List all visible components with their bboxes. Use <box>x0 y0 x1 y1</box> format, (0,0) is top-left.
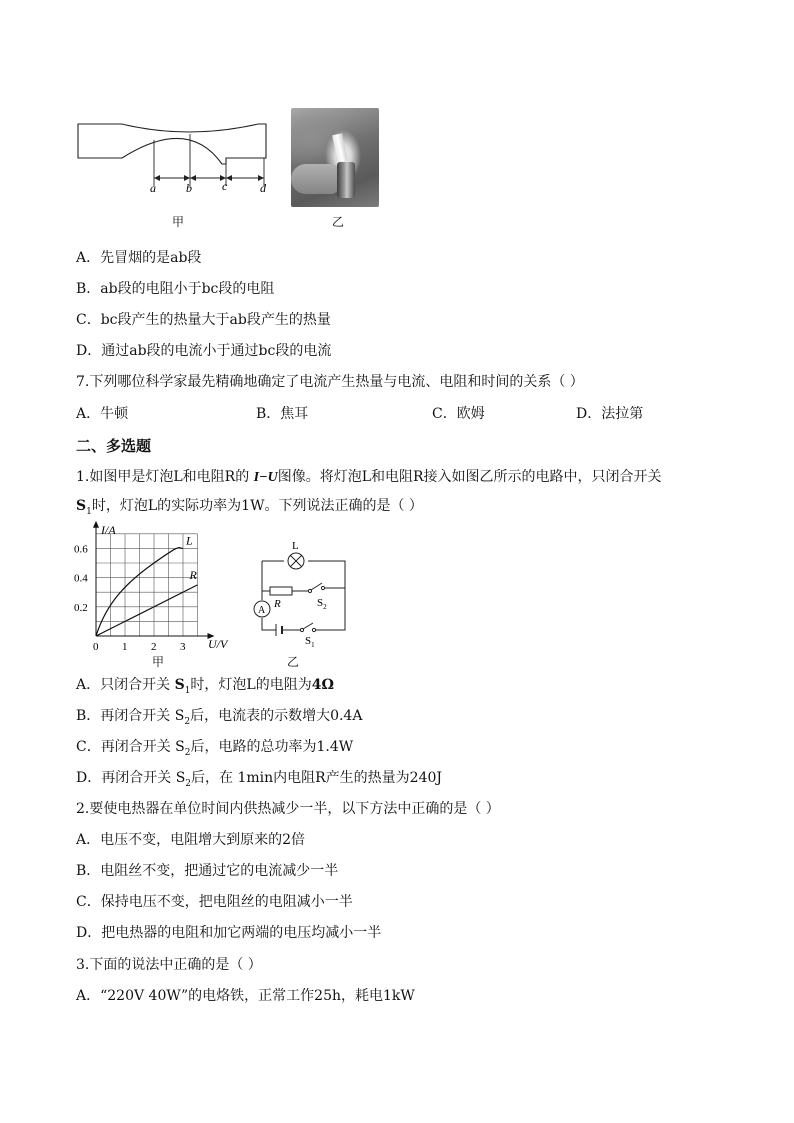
y-axis-arrow <box>93 521 99 528</box>
m1-option-a-tail: 4Ω <box>311 677 334 693</box>
segment-markers <box>154 134 264 186</box>
m1-option-b-post: 后，电流表的示数增大0.4A <box>190 708 363 724</box>
graph-ylabel: I/A <box>101 523 116 537</box>
wire-figure <box>70 110 280 200</box>
m1-option-c-s: S <box>175 739 185 755</box>
m1-option-a-pre: A．只闭合开关 <box>76 677 175 693</box>
m1-option-a <box>76 675 334 701</box>
m3-option-a: A．“220V 40W”的电烙铁，正常工作25h，耗电1kW <box>76 988 415 1004</box>
m2-option-c: C．保持电压不变，把电阻丝的电阻减小一半 <box>76 894 353 910</box>
m1-option-b-pre: B．再闭合开关 <box>76 708 175 724</box>
x-tick-label: 3 <box>180 641 186 653</box>
graph-xlabel: U/V <box>208 637 228 651</box>
m1-option-c <box>76 737 353 763</box>
series-R-line <box>96 585 198 636</box>
q6-option-a: A．先冒烟的是ab段 <box>76 250 202 266</box>
graph-caption: 甲 <box>152 655 165 669</box>
m2-stem: 2.要使电热器在单位时间内供热减少一半，以下方法中正确的是（ ） <box>76 801 500 817</box>
q7-option-d: D．法拉第 <box>576 406 644 422</box>
point-label-b: b <box>186 181 192 195</box>
x-tick-label: 0 <box>93 641 99 653</box>
m1-stem-part-a: 1.如图甲是灯泡L和电阻R的 <box>76 469 254 485</box>
y-tick-label: 0.2 <box>74 601 88 614</box>
graph-grid <box>96 534 198 636</box>
switch-s2-symbol <box>308 583 324 593</box>
m1-option-b-sub: 2 <box>184 716 191 727</box>
m1-option-a-s: S <box>174 677 185 693</box>
figure-caption-yi: 乙 <box>332 215 345 229</box>
m2-option-d: D．把电热器的电阻和加它两端的电压均减小一半 <box>76 925 382 941</box>
x-tick-label: 2 <box>151 641 157 653</box>
m1-option-d-tail: 1min内电阻R产生的热量为240J <box>237 770 443 786</box>
m1-stem-line2 <box>76 496 423 522</box>
m1-option-d-sub: 2 <box>185 778 192 789</box>
point-label-d: d <box>260 181 266 195</box>
y-tick-label: 0.6 <box>74 543 88 556</box>
m1-option-b <box>76 706 362 732</box>
q6-option-b: B．ab段的电阻小于bc段的电阻 <box>76 281 275 297</box>
lamp-symbol <box>288 553 304 569</box>
q6-option-c: C．bc段产生的热量大于ab段产生的热量 <box>76 312 331 328</box>
iu-graph <box>72 520 242 670</box>
battery-symbol <box>276 624 282 636</box>
ammeter-label: A <box>258 605 266 616</box>
y-tick-label: 0.4 <box>74 572 88 585</box>
m1-option-c-pre: C．再闭合开关 <box>76 739 176 755</box>
circuit-caption: 乙 <box>287 655 300 669</box>
q7-option-b: B．焦耳 <box>256 406 309 422</box>
m2-option-b: B．电阻丝不变，把通过它的电流减少一半 <box>76 863 339 879</box>
m1-option-c-sub: 2 <box>184 747 191 758</box>
circuit-diagram <box>232 536 357 648</box>
series-R-label: R <box>189 567 197 582</box>
m1-stem-sub: 1 <box>86 506 92 517</box>
m1-option-d-s: S <box>175 770 186 786</box>
figure-caption-jia: 甲 <box>172 215 185 229</box>
m1-option-d-pre: D．再闭合开关 <box>76 770 176 786</box>
m1-stem-line1 <box>76 467 662 488</box>
series-L-label: L <box>186 533 193 548</box>
q7-stem: 7.下列哪位科学家最先精确地确定了电流产生热量与电流、电阻和时间的关系（ ） <box>76 374 584 390</box>
m1-option-b-s: S <box>174 708 185 724</box>
resistor-symbol <box>270 587 292 595</box>
wire-outline <box>78 124 266 164</box>
m1-option-a-post: 时，灯泡L的电阻为 <box>190 677 312 693</box>
lamp-label: L <box>292 540 299 552</box>
q7-option-a: A．牛顿 <box>76 406 129 422</box>
q6-option-d: D．通过ab段的电流小于通过bc段的电流 <box>76 343 332 359</box>
m1-stem-formula: I−U <box>253 470 278 485</box>
switch-s1-label: $S_1$ <box>305 635 315 648</box>
m1-option-a-sub: 1 <box>184 685 191 696</box>
switch-s1-symbol <box>300 623 315 632</box>
resistor-label: R <box>274 598 281 610</box>
m1-stem-rest: 时，灯泡L的实际功率为1W。下列说法正确的是（ ） <box>91 498 423 514</box>
m2-option-a: A．电压不变，电阻增大到原来的2倍 <box>76 832 306 848</box>
section-title: 二、多选题 <box>76 437 152 455</box>
foil-wrapper-photo <box>291 108 379 207</box>
x-tick-label: 1 <box>122 641 128 653</box>
q7-option-c: C．欧姆 <box>432 406 485 422</box>
ammeter-symbol <box>254 601 270 617</box>
graph-ticks <box>74 543 186 653</box>
m1-stem-s: S <box>76 498 87 514</box>
m1-option-d-post: 后，在 <box>191 770 238 786</box>
m3-stem: 3.下面的说法中正确的是（ ） <box>76 957 262 973</box>
point-label-a: a <box>150 181 156 195</box>
m1-option-c-post: 后，电路的总功率为1.4W <box>190 739 354 755</box>
m1-option-d <box>76 768 442 794</box>
graph-series <box>96 533 198 636</box>
switch-s2-label: $S_2$ <box>317 597 327 611</box>
m1-stem-part-b: 图像。将灯泡L和电阻R接入如图乙所示的电路中，只闭合开关 <box>277 469 662 485</box>
point-label-c: c <box>222 179 228 193</box>
